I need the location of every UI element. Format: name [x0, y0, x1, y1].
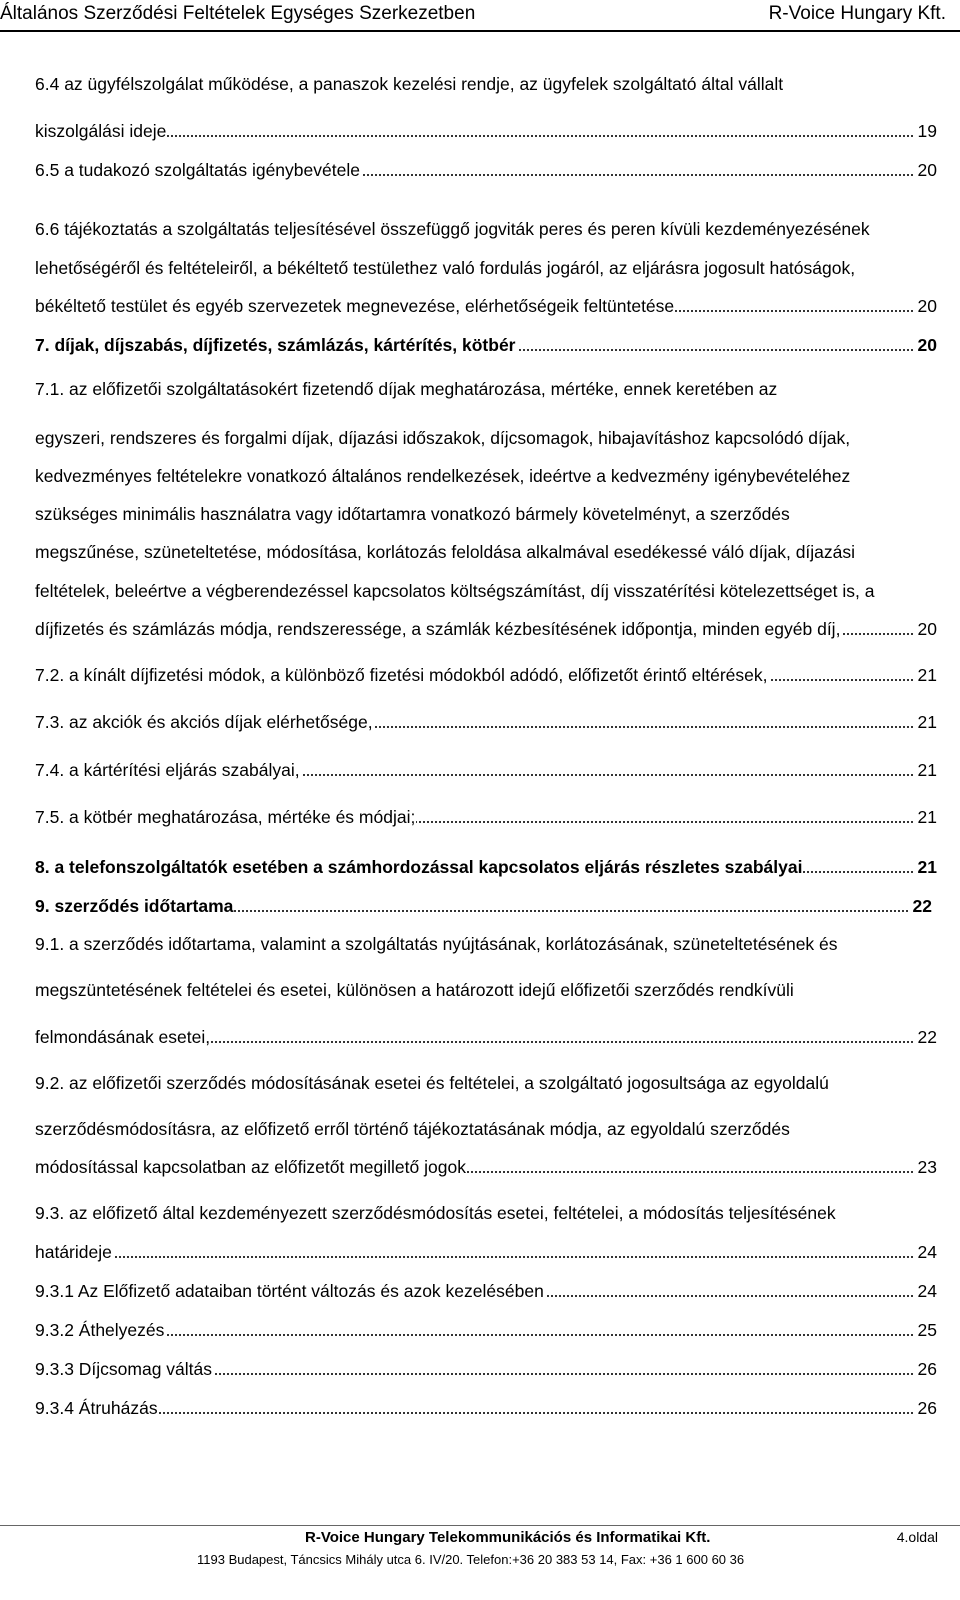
page-number: 24	[917, 1242, 937, 1262]
page-number: 21	[917, 665, 937, 685]
page-number: 21	[917, 807, 937, 827]
footer-page-number: 4.oldal	[896, 1529, 938, 1545]
toc-9-text: 9. szerződés időtartama	[35, 896, 234, 916]
toc-9-3-3-text: 9.3.3 Díjcsomag váltás	[35, 1359, 213, 1379]
leader-dots	[35, 1256, 913, 1258]
toc-7-entry[interactable]	[35, 334, 937, 356]
toc-9-2-line2: szerződésmódosításra, az előfizető erről történő tájékoztatásának módja, az egyoldalú szerződés	[35, 1119, 790, 1139]
toc-9-2-entry[interactable]	[35, 1156, 937, 1178]
document-title: Általános Szerződési Feltételek Egységes Szerkezetben	[0, 3, 476, 24]
toc-9-3-4-entry[interactable]	[35, 1397, 937, 1419]
toc-7-1-line4: szükséges minimális használatra vagy időtartamra vonatkozó bármely követelményt, a szerződés	[35, 504, 790, 524]
toc-9-3-2-entry[interactable]	[35, 1319, 937, 1341]
toc-7-2-text: 7.2. a kínált díjfizetési módok, a különböző fizetési módokból adódó, előfizetőt érintő eltérések,	[35, 665, 768, 685]
page-number: 20	[917, 619, 937, 639]
leader-dots	[35, 1334, 913, 1336]
toc-9-2-line1: 9.2. az előfizetői szerződés módosításának esetei és feltételei, a szolgáltató jogosultsága az egyoldalú	[35, 1073, 829, 1093]
page-number: 22	[912, 896, 932, 916]
toc-7-1-line5: megszűnése, szüneteltetése, módosítása, korlátozás feloldása alkalmával esedékessé váló díjak, díjazási	[35, 542, 856, 562]
footer-address: 1193 Budapest, Táncsics Mihály utca 6. IV/20. Telefon:+36 20 383 53 14, Fax: +36 1 600 60 36	[197, 1552, 745, 1567]
page-number: 20	[917, 335, 937, 355]
toc-7-2-entry[interactable]	[35, 664, 937, 686]
page-number: 26	[917, 1359, 937, 1379]
page-number: 25	[917, 1320, 937, 1340]
page-number: 20	[917, 296, 937, 316]
header-rule	[0, 30, 960, 32]
toc-7-1-line2: egyszeri, rendszeres és forgalmi díjak, díjazási időszakok, díjcsomagok, hibajavításhoz kapcsolódó díjak,	[35, 428, 851, 448]
toc-9-1-line1: 9.1. a szerződés időtartama, valamint a szolgáltatás nyújtásának, korlátozásának, szüneteltetésének és	[35, 934, 838, 954]
toc-7-text: 7. díjak, díjszabás, díjfizetés, számlázás, kártérítés, kötbér	[35, 335, 516, 355]
page-number: 21	[917, 857, 937, 877]
toc-7-4-entry[interactable]	[35, 759, 937, 781]
toc-9-3-3-entry[interactable]	[35, 1358, 937, 1380]
toc-9-3-1-text: 9.3.1 Az Előfizető adataiban történt változás és azok kezelésében	[35, 1281, 544, 1301]
toc-6-6-line3: békéltető testület és egyéb szervezetek megnevezése, elérhetőségeik feltüntetése	[35, 296, 675, 316]
toc-6-5-entry[interactable]	[35, 159, 937, 181]
page-number: 21	[917, 712, 937, 732]
toc-9-entry[interactable]	[35, 895, 932, 917]
page-number: 23	[917, 1157, 937, 1177]
toc-6-4-line2: kiszolgálási ideje	[35, 121, 167, 141]
toc-9-3-4-text: 9.3.4 Átruházás	[35, 1398, 158, 1418]
toc-7-5-entry[interactable]	[35, 806, 937, 828]
toc-7-5-text: 7.5. a kötbér meghatározása, mértéke és módjai;	[35, 807, 416, 827]
toc-6-5-text: 6.5 a tudakozó szolgáltatás igénybevétele	[35, 160, 360, 180]
toc-7-1-line1: 7.1. az előfizetői szolgáltatásokért fizetendő díjak meghatározása, mértéke, ennek keretében az	[35, 379, 778, 399]
toc-8-entry[interactable]	[35, 856, 937, 878]
page-number: 19	[917, 121, 937, 141]
toc-7-3-text: 7.3. az akciók és akciós díjak elérhetősége,	[35, 712, 373, 732]
page-number: 20	[917, 160, 937, 180]
page-number: 21	[917, 760, 937, 780]
toc-9-3-2-text: 9.3.2 Áthelyezés	[35, 1320, 165, 1340]
toc-6-6-line1: 6.6 tájékoztatás a szolgáltatás teljesítésével összefüggő jogviták peres és peren kívüli kezdeményezésének	[35, 219, 870, 239]
toc-9-3-line2: határideje	[35, 1242, 112, 1262]
toc-6-4-line1: 6.4 az ügyfélszolgálat működése, a panaszok kezelési rendje, az ügyfelek szolgáltató által vállalt	[35, 74, 784, 94]
toc-6-4-entry[interactable]	[35, 120, 937, 142]
toc-6-6-entry[interactable]	[35, 295, 937, 317]
page-number: 26	[917, 1398, 937, 1418]
toc-9-2-line3: módosítással kapcsolatban az előfizetőt megillető jogok	[35, 1157, 466, 1177]
toc-9-3-1-entry[interactable]	[35, 1280, 937, 1302]
footer-company: R-Voice Hungary Telekommunikációs és Informatikai Kft.	[305, 1529, 711, 1546]
toc-9-1-line2: megszüntetésének feltételei és esetei, különösen a határozott idejű előfizetői szerződés rendkívüli	[35, 980, 794, 1000]
header-company: R-Voice Hungary Kft.	[768, 3, 946, 24]
toc-9-1-line3: felmondásának esetei,	[35, 1027, 211, 1047]
toc-8-text: 8. a telefonszolgáltatók esetében a számhordozással kapcsolatos eljárás részletes szabályai	[35, 857, 803, 877]
page-footer	[0, 1525, 960, 1600]
toc-7-1-line3: kedvezményes feltételekre vonatkozó általános rendelkezések, ideértve a kedvezmény igénybevételéhez	[35, 466, 851, 486]
page-number: 24	[917, 1281, 937, 1301]
toc-6-6-line2: lehetőségéről és feltételeiről, a békéltető testülethez való fordulás jogáról, az eljárásra jogosult hatóságok,	[35, 258, 856, 278]
footer-rule	[0, 1525, 960, 1526]
toc-9-3-entry[interactable]	[35, 1241, 937, 1263]
toc-9-3-line1: 9.3. az előfizető által kezdeményezett szerződésmódosítás esetei, feltételei, a módosítás teljesítésének	[35, 1203, 836, 1223]
page-header	[0, 0, 960, 32]
toc-7-4-text: 7.4. a kártérítési eljárás szabályai,	[35, 760, 300, 780]
toc-7-1-line6: feltételek, beleértve a végberendezéssel kapcsolatos költségszámítást, díj visszatérítési kötelezettséget is, a	[35, 581, 875, 601]
page-number: 22	[917, 1027, 937, 1047]
toc-7-1-line7: díjfizetés és számlázás módja, rendszeressége, a számlák kézbesítésének időpontja, minden egyéb díj,	[35, 619, 841, 639]
leader-dots	[35, 1412, 913, 1414]
toc-9-1-entry[interactable]	[35, 1026, 937, 1048]
toc-7-3-entry[interactable]	[35, 711, 937, 733]
toc-7-1-entry[interactable]	[35, 618, 937, 640]
